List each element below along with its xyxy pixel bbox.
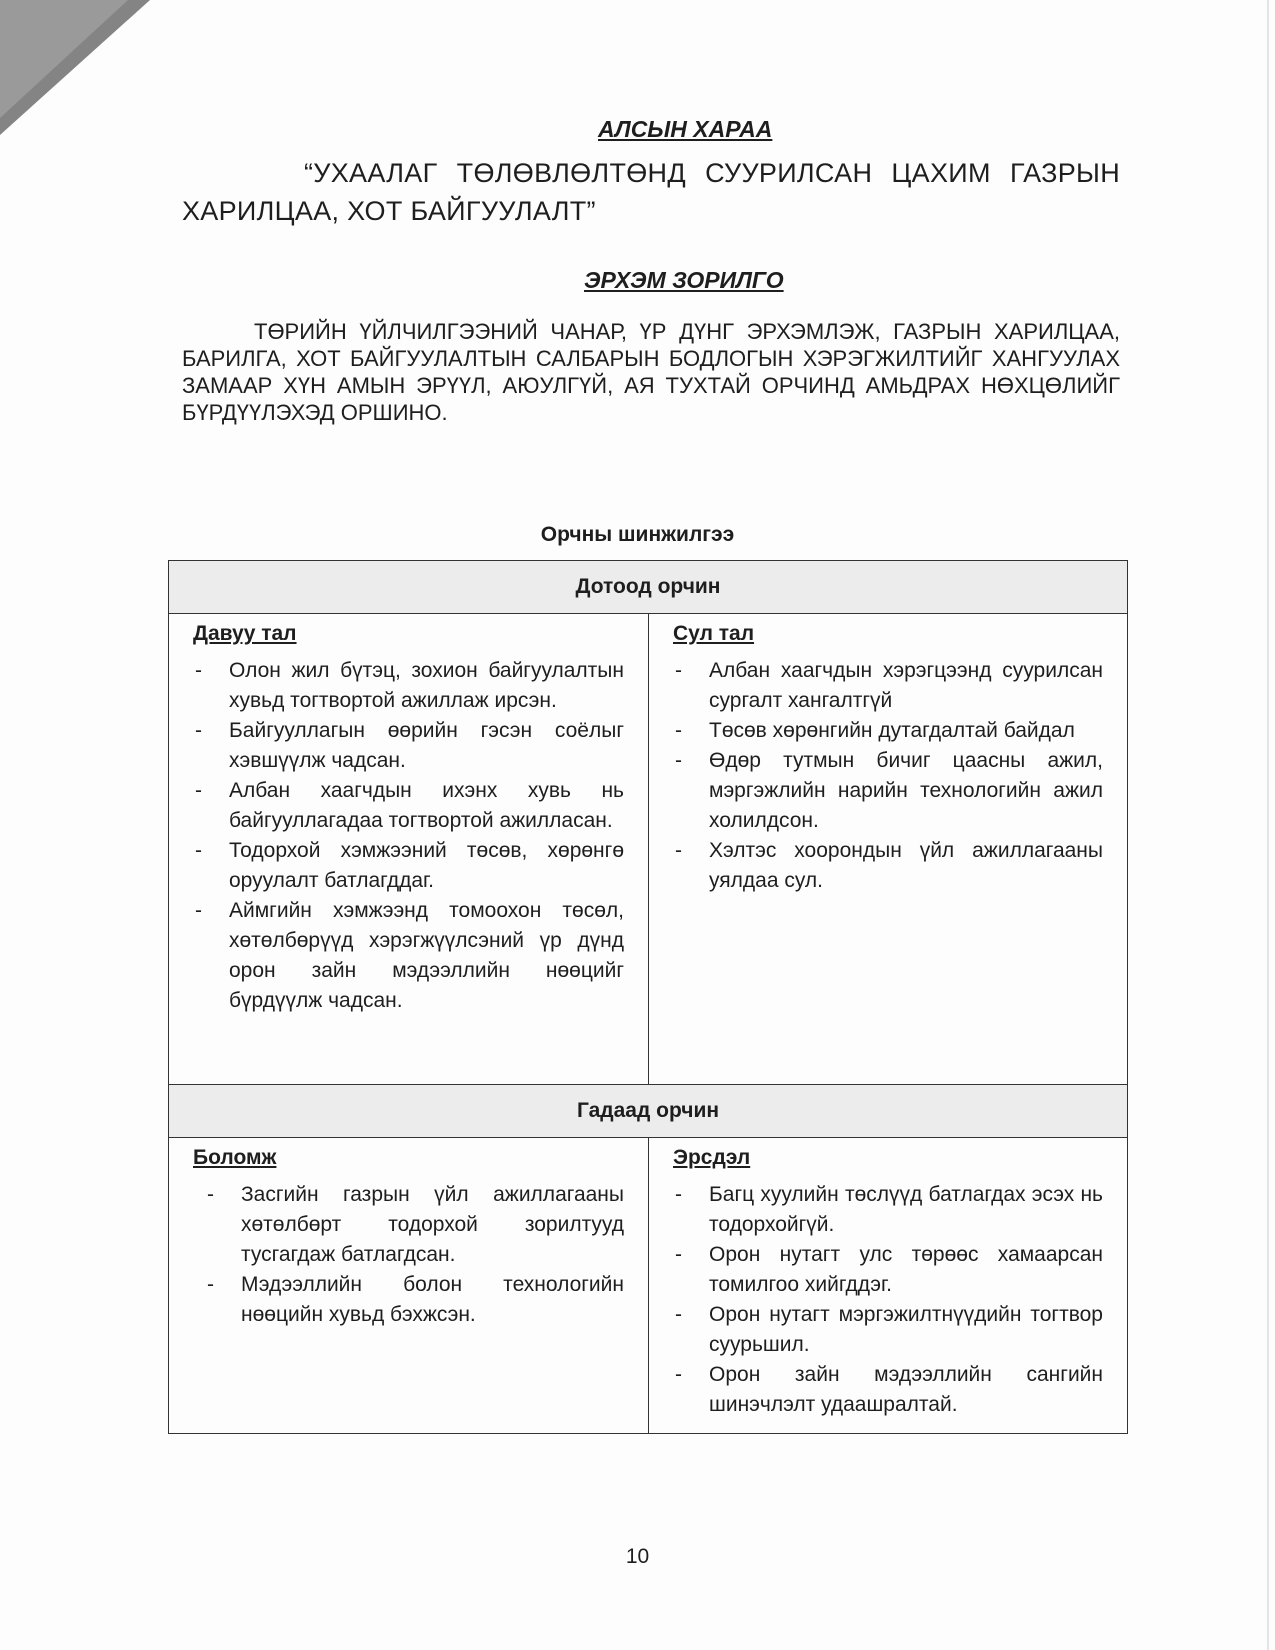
list-item: - Албан хаагчдын ихэнх хувь нь байгууллагадаа тогтвортой ажилласан.	[193, 776, 624, 836]
mission-statement: ТӨРИЙН ҮЙЛЧИЛГЭЭНИЙ ЧАНАР, ҮР ДҮНГ ЭРХЭМЛЭЖ, ГАЗРЫН ХАРИЛЦАА, БАРИЛГА, ХОТ БАЙГУУЛАЛТЫН САЛБАРЫН БОДЛОГЫН ХЭРЭГЖИЛТИЙГ ХАНГУУЛАХ ЗАМААР ХҮН АМЫН ЭРҮҮЛ, АЮУЛГҮЙ, АЯ ТУХТАЙ ОРЧИНД АМЬДРАХ НӨХЦӨЛИЙГ БҮРДҮҮЛЭХЭД ОРШИНО.	[182, 319, 1120, 425]
threats-cell	[649, 1138, 1127, 1433]
page-number: 10	[625, 1545, 650, 1568]
external-environment-row	[169, 1138, 1127, 1433]
list-item: - Төсөв хөрөнгийн дутагдалтай байдал	[673, 716, 1103, 746]
list-item: - Мэдээллийн болон технологийн нөөцийн хувьд бэхжсэн.	[193, 1270, 624, 1330]
vision-heading: АЛСЫН ХАРАА	[598, 116, 773, 142]
opportunities-list	[193, 1180, 624, 1330]
weaknesses-title: Сул тал	[673, 622, 755, 645]
list-item: - Орон нутагт мэргэжилтнүүдийн тогтвор суурьшил.	[673, 1300, 1103, 1360]
weaknesses-list	[673, 656, 1103, 896]
threats-title: Эрсдэл	[673, 1146, 751, 1169]
list-item: - Байгууллагын өөрийн гэсэн соёлыг хэвшүүлж чадсан.	[193, 716, 624, 776]
swot-table	[168, 560, 1128, 1434]
weaknesses-cell	[649, 614, 1127, 1084]
list-item: - Аймгийн хэмжээнд томоохон төсөл, хөтөлбөрүүд хэрэгжүүлсэний үр дүнд орон зайн мэдээллийн нөөцийг бүрдүүлж чадсан.	[193, 896, 624, 1016]
internal-environment-row	[169, 614, 1127, 1085]
list-item: - Засгийн газрын үйл ажиллагааны хөтөлбөрт тодорхой зорилтууд тусгагдаж батлагдсан.	[193, 1180, 624, 1270]
strengths-title: Давуу тал	[193, 622, 297, 645]
list-item: - Орон зайн мэдээллийн сангийн шинэчлэлт удаашралтай.	[673, 1360, 1103, 1420]
strengths-cell	[169, 614, 649, 1084]
list-item: - Албан хаагчдын хэрэгцээнд суурилсан сургалт хангалтгүй	[673, 656, 1103, 716]
threats-list	[673, 1180, 1103, 1420]
list-item: - Багц хуулийн төслүүд батлагдах эсэх нь тодорхойгүй.	[673, 1180, 1103, 1240]
analysis-title: Орчны шинжилгээ	[540, 523, 735, 546]
scan-corner-fold-inner	[0, 0, 128, 118]
opportunities-title: Боломж	[193, 1146, 277, 1169]
vision-statement: “УХААЛАГ ТӨЛӨВЛӨЛТӨНД СУУРИЛСАН ЦАХИМ ГАЗРЫН ХАРИЛЦАА, ХОТ БАЙГУУЛАЛТ”	[182, 158, 1120, 226]
internal-environment-header: Дотоод орчин	[169, 561, 1127, 614]
list-item: - Хэлтэс хоорондын үйл ажиллагааны уялдаа сул.	[673, 836, 1103, 896]
list-item: - Тодорхой хэмжээний төсөв, хөрөнгө оруулалт батлагддаг.	[193, 836, 624, 896]
opportunities-cell	[169, 1138, 649, 1433]
scan-page-edge	[1267, 0, 1269, 1650]
mission-heading: ЭРХЭМ ЗОРИЛГО	[584, 267, 784, 293]
list-item: - Өдөр тутмын бичиг цаасны ажил, мэргэжлийн нарийн технологийн ажил холилдсон.	[673, 746, 1103, 836]
list-item: - Орон нутагт улс төрөөс хамаарсан томилгоо хийгддэг.	[673, 1240, 1103, 1300]
external-environment-header: Гадаад орчин	[169, 1085, 1127, 1138]
strengths-list	[193, 656, 624, 1016]
list-item: - Олон жил бүтэц, зохион байгуулалтын хувьд тогтвортой ажиллаж ирсэн.	[193, 656, 624, 716]
